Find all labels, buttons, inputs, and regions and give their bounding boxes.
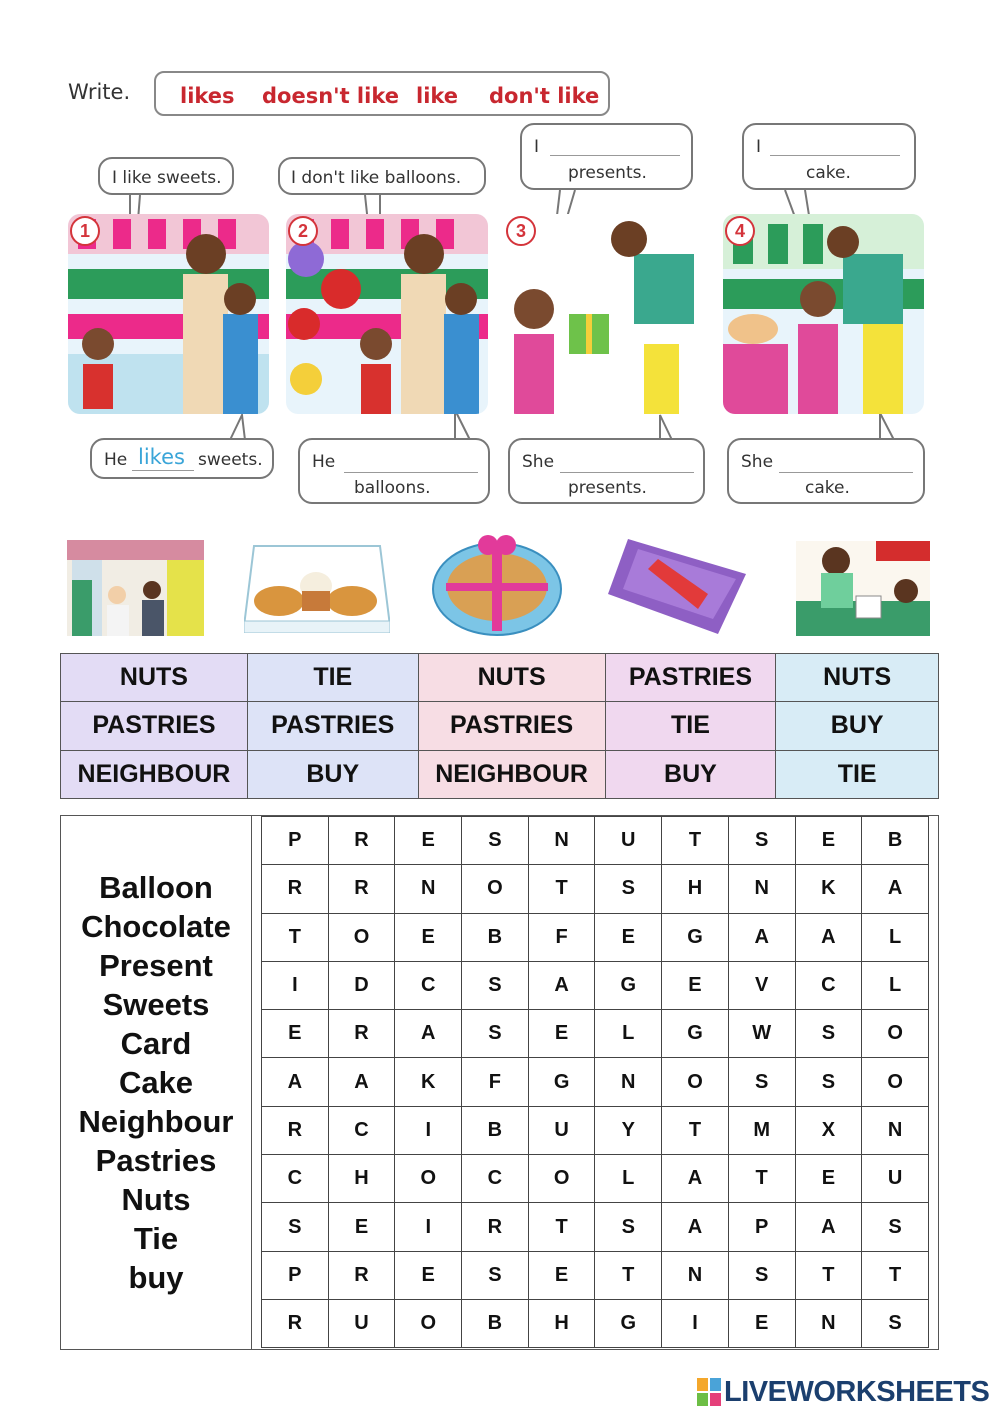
logo-icon: [697, 1378, 723, 1408]
vocab-cell[interactable]: NEIGHBOUR: [418, 750, 605, 798]
grid-row: [262, 1106, 929, 1154]
grid-letter[interactable]: N: [595, 1058, 662, 1106]
word-bank-doesnt-like: doesn't like: [262, 84, 399, 108]
grid-letter[interactable]: S: [795, 1010, 862, 1058]
word-list-item: Tie: [133, 1221, 179, 1256]
grid-letter[interactable]: T: [795, 1251, 862, 1299]
grid-letter[interactable]: I: [395, 1106, 462, 1154]
answer-suffix-1: sweets.: [198, 450, 263, 470]
grid-letter[interactable]: E: [262, 1010, 329, 1058]
speech-bubble-4: [742, 123, 916, 190]
grid-letter[interactable]: A: [728, 913, 795, 961]
grid-letter[interactable]: E: [795, 1155, 862, 1203]
nuts-picture: [432, 531, 562, 637]
grid-letter[interactable]: P: [728, 1203, 795, 1251]
grid-letter[interactable]: G: [662, 1010, 729, 1058]
grid-row: [262, 1155, 929, 1203]
vocab-cell[interactable]: TIE: [247, 654, 418, 702]
vocab-cell[interactable]: TIE: [776, 750, 939, 798]
picture-panel-2: [286, 214, 488, 414]
grid-letter[interactable]: A: [262, 1058, 329, 1106]
word-list-item: Present: [99, 948, 213, 983]
grid-letter[interactable]: N: [528, 817, 595, 865]
grid-letter[interactable]: F: [462, 1058, 529, 1106]
grid-letter[interactable]: P: [262, 817, 329, 865]
grid-row: [262, 1203, 929, 1251]
grid-letter[interactable]: R: [328, 1251, 395, 1299]
vocab-row: [61, 702, 939, 750]
answer-suffix-3: presents.: [568, 478, 647, 498]
grid-letter[interactable]: U: [862, 1155, 929, 1203]
speech-bubble-3: [520, 123, 693, 190]
grid-letter[interactable]: O: [395, 1299, 462, 1347]
speech-text-1: I like sweets.: [112, 168, 222, 188]
grid-letter[interactable]: C: [462, 1155, 529, 1203]
grid-letter[interactable]: T: [528, 865, 595, 913]
grid-letter[interactable]: C: [328, 1106, 395, 1154]
word-list-item: Balloon: [99, 870, 213, 905]
answer-prefix-2: He: [312, 452, 336, 472]
grid-letter[interactable]: S: [595, 1203, 662, 1251]
panel-number-1: 1: [70, 216, 100, 246]
grid-letter[interactable]: T: [262, 913, 329, 961]
grid-letter[interactable]: L: [862, 961, 929, 1009]
vocab-row: [61, 750, 939, 798]
grid-letter[interactable]: S: [862, 1299, 929, 1347]
grid-letter[interactable]: C: [795, 961, 862, 1009]
grid-letter[interactable]: E: [528, 1010, 595, 1058]
grid-letter[interactable]: H: [528, 1299, 595, 1347]
grid-letter[interactable]: N: [862, 1106, 929, 1154]
grid-letter[interactable]: E: [595, 913, 662, 961]
speech-blank-4[interactable]: [770, 155, 900, 156]
grid-letter[interactable]: S: [462, 817, 529, 865]
speech-text-2: I don't like balloons.: [291, 168, 462, 188]
answer-underline-1: [132, 470, 194, 471]
grid-letter[interactable]: R: [262, 865, 329, 913]
answer-bubble-4: [727, 438, 925, 504]
grid-letter[interactable]: S: [462, 1010, 529, 1058]
grid-letter[interactable]: B: [462, 913, 529, 961]
grid-letter[interactable]: A: [662, 1155, 729, 1203]
picture-panel-3: [504, 214, 706, 414]
answer-prefix-3: She: [522, 452, 555, 472]
grid-letter[interactable]: G: [528, 1058, 595, 1106]
vocab-cell[interactable]: BUY: [247, 750, 418, 798]
vocab-cell[interactable]: NUTS: [418, 654, 605, 702]
grid-letter[interactable]: R: [328, 1010, 395, 1058]
vocab-cell[interactable]: PASTRIES: [605, 654, 776, 702]
vocab-cell[interactable]: NUTS: [61, 654, 248, 702]
grid-letter[interactable]: O: [862, 1058, 929, 1106]
grid-letter[interactable]: U: [595, 817, 662, 865]
grid-letter[interactable]: C: [262, 1155, 329, 1203]
grid-letter[interactable]: O: [662, 1058, 729, 1106]
tie-picture: [608, 534, 746, 636]
grid-letter[interactable]: W: [728, 1010, 795, 1058]
picture-panel-4: [723, 214, 924, 414]
grid-letter[interactable]: A: [395, 1010, 462, 1058]
grid-letter[interactable]: E: [528, 1251, 595, 1299]
grid-letter[interactable]: O: [395, 1155, 462, 1203]
vocab-row: [61, 654, 939, 702]
grid-letter[interactable]: N: [728, 865, 795, 913]
grid-letter[interactable]: B: [462, 1299, 529, 1347]
grid-letter[interactable]: L: [862, 913, 929, 961]
grid-letter[interactable]: S: [795, 1058, 862, 1106]
grid-letter[interactable]: E: [728, 1299, 795, 1347]
word-list-item: Sweets: [102, 987, 210, 1022]
grid-letter[interactable]: A: [862, 865, 929, 913]
grid-letter[interactable]: R: [328, 817, 395, 865]
grid-letter[interactable]: T: [862, 1251, 929, 1299]
grid-letter[interactable]: O: [462, 865, 529, 913]
grid-letter[interactable]: I: [395, 1203, 462, 1251]
grid-letter[interactable]: I: [662, 1299, 729, 1347]
grid-letter[interactable]: R: [462, 1203, 529, 1251]
answer-bubble-3: [508, 438, 705, 504]
word-bank-likes: likes: [180, 84, 235, 108]
panel-number-4: 4: [725, 216, 755, 246]
grid-row: [262, 865, 929, 913]
vocab-cell[interactable]: PASTRIES: [418, 702, 605, 750]
grid-letter[interactable]: M: [728, 1106, 795, 1154]
answer-input-3[interactable]: [560, 472, 694, 473]
speech-suffix-3: presents.: [568, 163, 647, 183]
word-list-item: Neighbour: [78, 1104, 234, 1139]
picture-panel-1: [68, 214, 269, 414]
grid-letter[interactable]: A: [662, 1203, 729, 1251]
grid-letter[interactable]: T: [728, 1155, 795, 1203]
grid-letter[interactable]: R: [262, 1106, 329, 1154]
grid-letter[interactable]: K: [795, 865, 862, 913]
vocab-cell[interactable]: TIE: [605, 702, 776, 750]
word-bank-like: like: [416, 84, 459, 108]
grid-letter[interactable]: S: [595, 865, 662, 913]
word-bank: [154, 71, 610, 116]
grid-letter[interactable]: E: [395, 1251, 462, 1299]
grid-letter[interactable]: I: [262, 961, 329, 1009]
word-list-item: Chocolate: [81, 909, 231, 944]
grid-letter[interactable]: N: [662, 1251, 729, 1299]
grid-row: [262, 1251, 929, 1299]
grid-letter[interactable]: O: [328, 913, 395, 961]
speech-blank-3[interactable]: [550, 155, 680, 156]
answer-prefix-1: He: [104, 450, 128, 470]
logo-text: LIVEWORKSHEETS: [724, 1376, 990, 1408]
word-list-item: Pastries: [95, 1143, 217, 1178]
grid-letter[interactable]: E: [328, 1203, 395, 1251]
grid-letter[interactable]: R: [328, 865, 395, 913]
instruction-label: Write.: [68, 80, 131, 104]
grid-letter[interactable]: C: [395, 961, 462, 1009]
grid-letter[interactable]: A: [528, 961, 595, 1009]
answer-prefix-4: She: [741, 452, 774, 472]
grid-letter[interactable]: Y: [595, 1106, 662, 1154]
grid-letter[interactable]: V: [728, 961, 795, 1009]
grid-letter[interactable]: H: [662, 865, 729, 913]
vocab-cell[interactable]: BUY: [776, 702, 939, 750]
grid-letter[interactable]: K: [395, 1058, 462, 1106]
grid-letter[interactable]: T: [528, 1203, 595, 1251]
grid-row: [262, 1010, 929, 1058]
vocab-cell[interactable]: NUTS: [776, 654, 939, 702]
vocab-cell[interactable]: PASTRIES: [61, 702, 248, 750]
grid-letter[interactable]: L: [595, 1010, 662, 1058]
grid-letter[interactable]: O: [528, 1155, 595, 1203]
word-search-grid: [261, 816, 929, 1348]
speech-prefix-3: I: [534, 137, 540, 157]
buy-picture: [796, 541, 930, 636]
pastries-picture: [244, 536, 390, 633]
grid-letter[interactable]: G: [662, 913, 729, 961]
grid-letter[interactable]: D: [328, 961, 395, 1009]
word-list-item: Nuts: [121, 1182, 191, 1217]
grid-letter[interactable]: L: [595, 1155, 662, 1203]
grid-letter[interactable]: X: [795, 1106, 862, 1154]
grid-letter[interactable]: S: [728, 1251, 795, 1299]
grid-letter[interactable]: A: [795, 913, 862, 961]
grid-letter[interactable]: A: [328, 1058, 395, 1106]
grid-letter[interactable]: S: [728, 1058, 795, 1106]
neighbour-picture: [67, 540, 204, 636]
grid-letter[interactable]: S: [462, 961, 529, 1009]
grid-letter[interactable]: A: [795, 1203, 862, 1251]
word-list: [60, 815, 252, 1350]
grid-letter[interactable]: G: [595, 961, 662, 1009]
grid-row: [262, 1299, 929, 1347]
grid-letter[interactable]: T: [595, 1251, 662, 1299]
speech-suffix-4: cake.: [806, 163, 851, 183]
word-list-item: buy: [128, 1260, 184, 1295]
grid-row: [262, 961, 929, 1009]
grid-letter[interactable]: B: [862, 817, 929, 865]
grid-letter[interactable]: E: [795, 817, 862, 865]
grid-letter[interactable]: E: [395, 913, 462, 961]
vocabulary-table: [60, 653, 939, 799]
grid-row: [262, 1058, 929, 1106]
grid-letter[interactable]: T: [662, 817, 729, 865]
grid-row: [262, 913, 929, 961]
answer-input-2[interactable]: [344, 472, 478, 473]
grid-letter[interactable]: S: [862, 1203, 929, 1251]
speech-prefix-4: I: [756, 137, 762, 157]
grid-letter[interactable]: N: [395, 865, 462, 913]
grid-letter[interactable]: T: [662, 1106, 729, 1154]
grid-letter[interactable]: S: [462, 1251, 529, 1299]
grid-letter[interactable]: N: [795, 1299, 862, 1347]
grid-letter[interactable]: H: [328, 1155, 395, 1203]
panel-number-2: 2: [288, 216, 318, 246]
word-list-item: Card: [120, 1026, 192, 1061]
answer-bubble-2: [298, 438, 490, 504]
word-list-item: Cake: [118, 1065, 194, 1100]
grid-letter[interactable]: U: [528, 1106, 595, 1154]
grid-letter[interactable]: E: [662, 961, 729, 1009]
grid-letter[interactable]: U: [328, 1299, 395, 1347]
grid-letter[interactable]: P: [262, 1251, 329, 1299]
answer-input-1[interactable]: likes: [138, 445, 185, 469]
vocab-cell[interactable]: NEIGHBOUR: [61, 750, 248, 798]
answer-suffix-4: cake.: [805, 478, 850, 498]
grid-letter[interactable]: S: [728, 817, 795, 865]
answer-suffix-2: balloons.: [354, 478, 431, 498]
vocab-cell[interactable]: PASTRIES: [247, 702, 418, 750]
vocab-cell[interactable]: BUY: [605, 750, 776, 798]
grid-letter[interactable]: G: [595, 1299, 662, 1347]
panel-number-3: 3: [506, 216, 536, 246]
grid-letter[interactable]: S: [262, 1203, 329, 1251]
word-bank-dont-like: don't like: [489, 84, 600, 108]
grid-letter[interactable]: R: [262, 1299, 329, 1347]
grid-letter[interactable]: F: [528, 913, 595, 961]
grid-letter[interactable]: B: [462, 1106, 529, 1154]
grid-row: [262, 817, 929, 865]
answer-bubble-1: [90, 438, 274, 479]
answer-input-4[interactable]: [779, 472, 913, 473]
grid-letter[interactable]: E: [395, 817, 462, 865]
grid-letter[interactable]: O: [862, 1010, 929, 1058]
